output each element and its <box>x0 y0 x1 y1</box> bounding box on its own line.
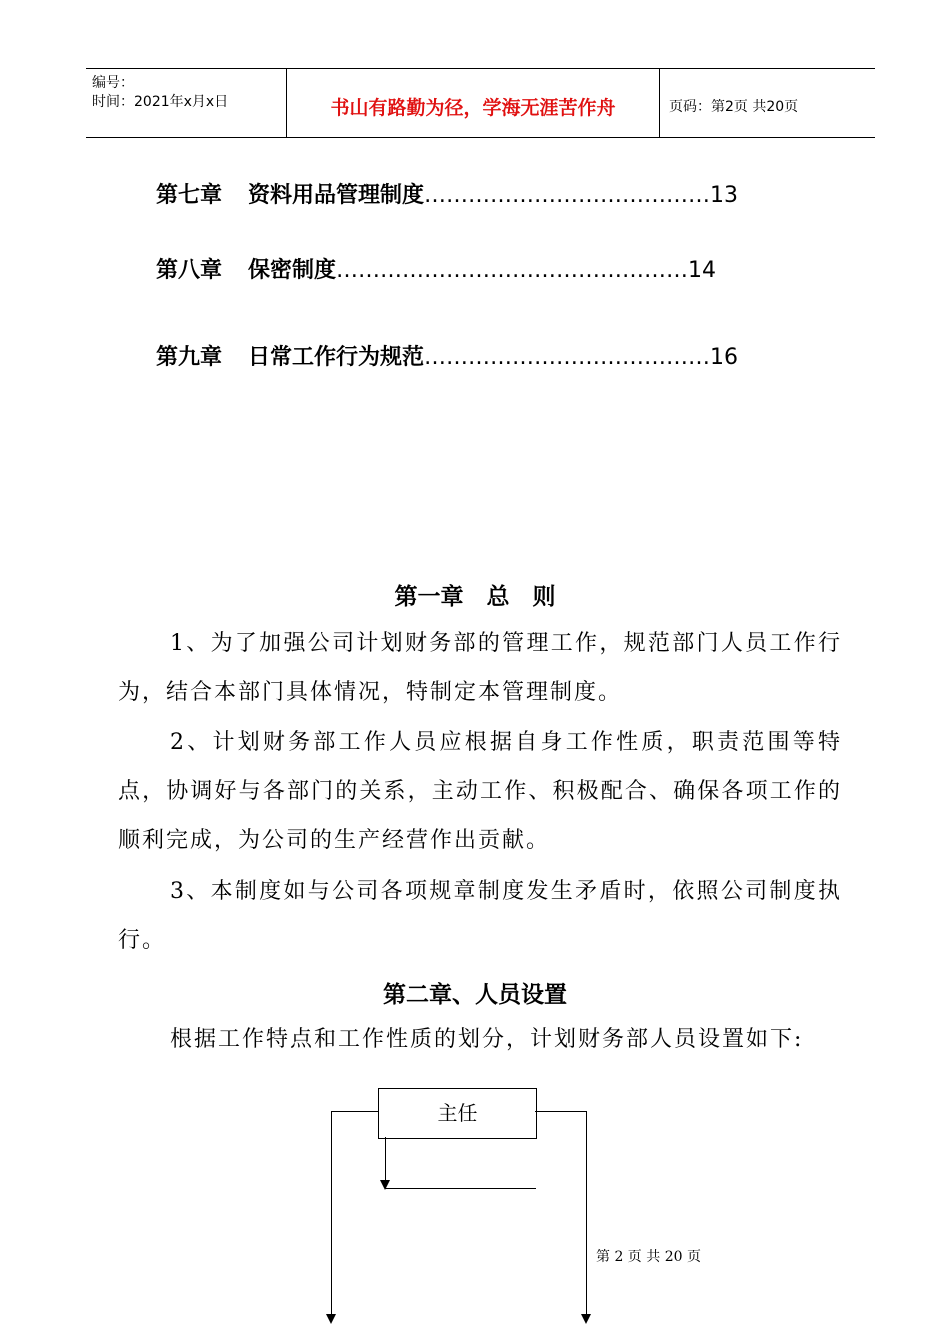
org-node-director: 主任 <box>378 1088 537 1139</box>
page-footer: 第 2 页 共 20 页 <box>596 1249 701 1265</box>
toc-title: 资料用品管理制度 <box>248 183 425 208</box>
document-number-label: 编号： <box>92 75 134 91</box>
chapter-1-paragraph <box>118 867 842 965</box>
toc-chapter: 第八章 <box>156 258 223 283</box>
paragraph-text: 2、计划财务部工作人员应根据自身工作性质，职责范围等特点，协调好与各部门的关系，主动工作、积极配合、确保各项工作的顺利完成，为公司的生产经营作出贡献。 <box>118 730 842 853</box>
header-left-cell <box>86 69 286 137</box>
toc-chapter: 第七章 <box>156 183 223 208</box>
toc-title: 保密制度 <box>248 258 337 283</box>
paragraph-text: 根据工作特点和工作性质的划分，计划财务部人员设置如下: <box>170 1027 804 1052</box>
org-connector <box>586 1111 587 1314</box>
paragraph-text: 1、为了加强公司计划财务部的管理工作，规范部门人员工作行为，结合本部门具体情况，特制定本管理制度。 <box>118 631 842 705</box>
org-connector <box>331 1111 378 1112</box>
paragraph-text: 3、本制度如与公司各项规章制度发生矛盾时，依照公司制度执行。 <box>118 879 842 953</box>
header-motto: 书山有路勤为径，学海无涯苦作舟 <box>330 97 616 119</box>
org-connector <box>535 1111 587 1112</box>
document-time-label: 时间：2021年x月x日 <box>92 94 229 110</box>
toc-leader: ………………………………………… <box>336 258 689 283</box>
toc-entry[interactable] <box>156 340 738 371</box>
arrow-down-icon <box>581 1314 591 1324</box>
org-connector <box>385 1137 386 1181</box>
chapter-1-paragraph <box>118 619 842 717</box>
arrow-down-icon <box>326 1314 336 1324</box>
toc-leader: ………………………………… <box>424 345 711 370</box>
header-page-label: 页码：第2页 共20页 <box>669 99 799 115</box>
org-connector <box>331 1111 332 1314</box>
toc-chapter: 第九章 <box>156 345 223 370</box>
chapter-2-intro <box>118 1015 842 1064</box>
chapter-1-paragraph <box>118 718 842 865</box>
chapter-1-heading: 第一章 总 则 <box>394 584 556 610</box>
chapter-2-heading: 第二章、人员设置 <box>383 982 567 1008</box>
org-connector <box>385 1188 536 1189</box>
header-motto-cell <box>286 69 660 137</box>
toc-page: 13 <box>710 183 739 208</box>
page-header <box>86 68 875 138</box>
toc-page: 14 <box>688 258 717 283</box>
toc-leader: ………………………………… <box>424 183 711 208</box>
header-page-cell <box>659 69 875 137</box>
toc-entry[interactable] <box>156 253 716 284</box>
toc-title: 日常工作行为规范 <box>248 345 425 370</box>
toc-entry[interactable] <box>156 178 738 209</box>
toc-page: 16 <box>710 345 739 370</box>
